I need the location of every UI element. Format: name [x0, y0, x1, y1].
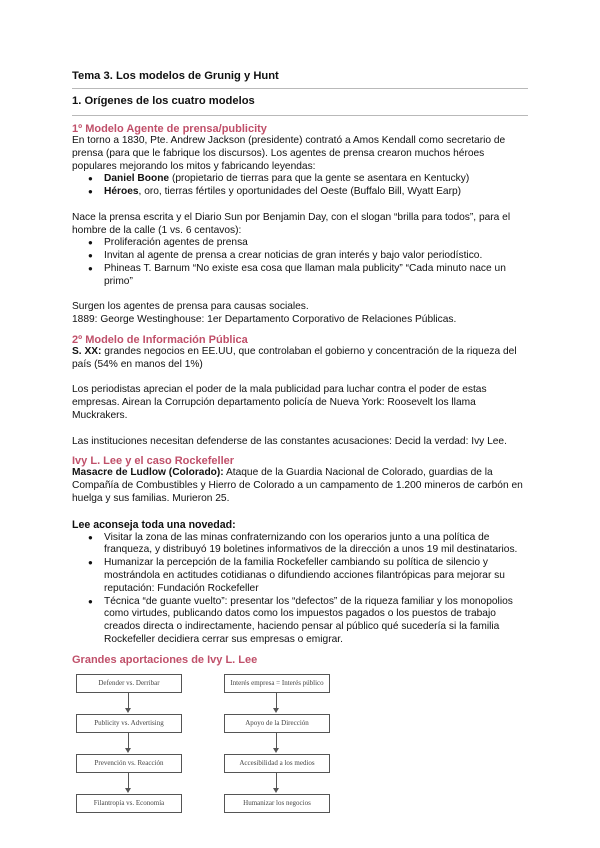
document-page — [72, 70, 528, 822]
paragraph-bold: S. XX: — [72, 345, 102, 357]
model1-title: 1º Modelo Agente de prensa/publicity — [72, 123, 267, 135]
list-item: ● Humanizar la percepción de la familia Rockefeller cambiando su política de silencio y mostrándola en actitudes cotidianas o difundiendo acciones filantrópicas para mejorar su reputación: Fundación Rockefeller — [104, 557, 528, 595]
section-divider — [72, 115, 528, 116]
title-divider — [72, 88, 528, 89]
paragraph-text: grandes negocios en EE.UU, que controlaban el gobierno y concentración de la riqueza del país (54% en manos del 1%) — [72, 345, 517, 370]
model2-paragraph-3: Las instituciones necesitan defenderse de las constantes acusaciones: Decid la verdad: Ivy Lee. — [72, 435, 507, 447]
closing-line-1: Surgen los agentes de prensa para causas sociales. — [72, 301, 309, 313]
down-arrow-icon — [128, 733, 129, 749]
closing-line-2: 1889: George Westinghouse: 1er Departamento Corporativo de Relaciones Públicas. — [72, 314, 457, 326]
list-item-text: (propietario de tierras para que la gente se asentara en Kentucky) — [169, 173, 470, 185]
diagram-box: Accesibilidad a los medios — [224, 754, 330, 773]
advice-title: Lee aconseja toda una novedad: — [72, 518, 236, 531]
down-arrow-icon — [276, 733, 277, 749]
list-item-bold: Héroes — [104, 186, 139, 198]
press-list — [72, 237, 528, 288]
section-title: 1. Orígenes de los cuatro modelos — [72, 95, 255, 107]
press-intro: Nace la prensa escrita y el Diario Sun por Benjamin Day, con el slogan “brilla para todos”, para el hombre de la calle (1 vs. 6 centavos): — [72, 211, 511, 236]
down-arrow-icon — [128, 773, 129, 789]
list-item: ● Phineas T. Barnum “No existe esa cosa que llaman mala publicity” “Cada minuto nace un primo” — [104, 263, 528, 289]
model2-title: 2º Modelo de Información Pública — [72, 333, 248, 346]
contributions-diagram — [72, 672, 528, 822]
diagram-box: Publicity vs. Advertising — [76, 714, 182, 733]
down-arrow-icon — [128, 693, 129, 709]
list-item-bold: Daniel Boone — [104, 173, 170, 185]
model1-intro: En torno a 1830, Pte. Andrew Jackson (presidente) contrató a Amos Kendall como secretario de prensa (para que le fabrique los discursos). Los agentes de prensa crearon muchos héroes populares mejorando los mitos y fabricando leyendas: — [72, 135, 506, 172]
document-title: Tema 3. Los modelos de Grunig y Hunt — [72, 70, 279, 82]
list-item: ● Invitan al agente de prensa a crear noticias de gran interés y bajo valor periodístico. — [104, 250, 528, 263]
list-item: ● Visitar la zona de las minas confraternizando con los operarios junto a una política de franqueza, y distribuyó 19 boletines informativos de la dirección a unos 19 mil destinatarios. — [104, 532, 528, 558]
lee-case-title: Ivy L. Lee y el caso Rockefeller — [72, 455, 235, 468]
list-item-text: , oro, tierras fértiles y oportunidades del Oeste (Buffalo Bill, Wyatt Earp) — [138, 186, 462, 198]
diagram-box: Prevención vs. Reacción — [76, 754, 182, 773]
diagram-box: Apoyo de la Dirección — [224, 714, 330, 733]
model2-paragraph-2: Los periodistas aprecian el poder de la mala publicidad para luchar contra el poder de estas empresas. Airean la Corrupción departamento policía de Nueva York: Roosevelt los llama Muckrakers. — [72, 384, 487, 421]
heroes-list — [72, 173, 528, 199]
paragraph-text: Ataque de la Guardia Nacional de Colorado, guardias de la Compañía de Combustibles y Hierro de Colorado a un campamento de 1.200 mineros de carbón en huelga y sus familias. Murieron 25. — [72, 467, 523, 504]
list-item: ● Técnica “de guante vuelto”: presentar los “defectos” de la riqueza familiar y los monopolios como virtudes, publicando datos como los impuestos pagados o los puestos de trabajo creados directa o indirectamente, haciendo pensar al público qué sucedería si la familia Rockefeller decidiera cerrar sus empresas o emigrar. — [104, 596, 528, 647]
ludlow-paragraph — [72, 467, 528, 505]
advice-list — [72, 532, 528, 647]
list-item: ● Proliferación agentes de prensa — [104, 237, 528, 250]
list-item — [104, 173, 528, 186]
diagram-box: Humanizar los negocios — [224, 794, 330, 813]
down-arrow-icon — [276, 773, 277, 789]
diagram-box: Interés empresa = Interés público — [224, 674, 330, 693]
model2-paragraph-1 — [72, 346, 528, 372]
diagram-box: Filantropía vs. Economía — [76, 794, 182, 813]
diagram-box: Defender vs. Derribar — [76, 674, 182, 693]
contributions-title: Grandes aportaciones de Ivy L. Lee — [72, 653, 258, 666]
list-item — [104, 186, 528, 199]
paragraph-bold: Masacre de Ludlow (Colorado): — [72, 467, 224, 479]
down-arrow-icon — [276, 693, 277, 709]
